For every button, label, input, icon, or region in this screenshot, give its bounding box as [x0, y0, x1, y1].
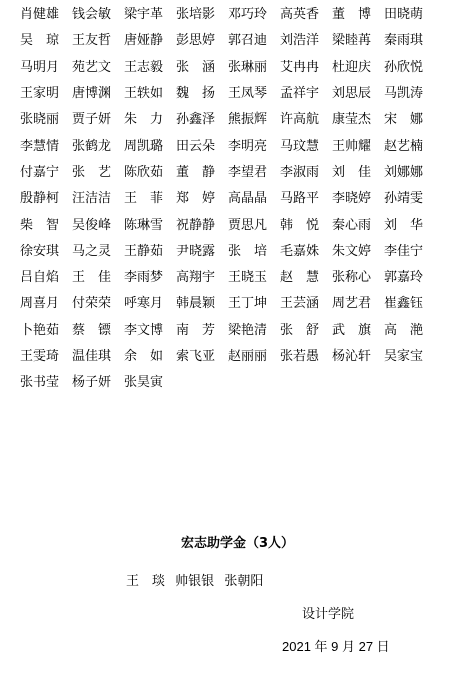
student-name: 唐娅静: [124, 33, 164, 49]
student-name: 周凯璐: [124, 138, 164, 154]
student-name: 郑 婷: [176, 191, 216, 207]
student-name: 高英香: [280, 7, 320, 23]
student-name: 马之灵: [72, 243, 112, 259]
student-name: 陈欣茹: [124, 164, 164, 180]
names-row: [20, 133, 440, 159]
student-name: 张鹤龙: [72, 138, 112, 154]
student-name: 董 静: [176, 164, 216, 180]
student-name: 朱文婷: [332, 243, 372, 259]
student-name: 毛嘉姝: [280, 243, 320, 259]
student-name: 唐博渊: [72, 86, 112, 102]
student-name: 孙靖雯: [384, 191, 424, 207]
names-row: [20, 318, 440, 344]
student-name: 孙鑫泽: [176, 112, 216, 128]
student-name: 李晓婷: [332, 191, 372, 207]
recipient-name: 张朝阳: [224, 574, 264, 589]
student-name: 张琳丽: [228, 59, 268, 75]
student-name: 武 旗: [332, 322, 372, 338]
student-name: 王静茹: [124, 243, 164, 259]
student-name: 马路平: [280, 191, 320, 207]
names-row: [20, 370, 440, 396]
student-name: 王 佳: [72, 270, 112, 286]
student-name: 张若愚: [280, 349, 320, 364]
student-name: 付嘉宁: [20, 164, 60, 180]
recipient-name: 王 琰: [126, 574, 166, 589]
student-name: 梁艳清: [228, 322, 268, 338]
student-name: 贾子妍: [72, 112, 112, 128]
student-name: 王志毅: [124, 59, 164, 75]
student-name: 温佳琪: [72, 349, 112, 364]
student-name: 李慧情: [20, 138, 60, 154]
names-row: [20, 28, 440, 54]
student-name: 赵丽丽: [228, 349, 268, 364]
student-name: 刘浩洋: [280, 33, 320, 49]
student-name: 钱会敏: [72, 7, 112, 23]
student-name: 宋 娜: [384, 112, 424, 128]
student-name: 高 滟: [384, 322, 424, 338]
student-name: 蔡 镖: [72, 322, 112, 338]
student-name: 王轶如: [124, 86, 164, 102]
student-name: 苑艺文: [72, 59, 112, 75]
student-name: 卜艳茹: [20, 322, 60, 338]
student-name: 张 培: [228, 243, 268, 259]
student-name: 吴俊峰: [72, 217, 112, 233]
student-name: 马凯涛: [384, 86, 424, 102]
recipients-list: [126, 570, 269, 589]
student-name: 李文博: [124, 322, 164, 338]
student-name: 张 涵: [176, 59, 216, 75]
student-name: 张称心: [332, 270, 372, 286]
student-name: 李明亮: [228, 138, 268, 154]
student-name: 张书莹: [20, 375, 60, 391]
names-row: [20, 212, 440, 238]
student-name: 张 舒: [280, 322, 320, 338]
student-name: 张培影: [176, 7, 216, 23]
names-grid: [20, 2, 440, 396]
names-row: [20, 239, 440, 265]
student-name: 赵 慧: [280, 270, 320, 286]
student-name: 郭召迪: [228, 33, 268, 49]
student-name: 刘娜娜: [384, 164, 424, 180]
student-name: 高翔宇: [176, 270, 216, 286]
names-row: [20, 291, 440, 317]
student-name: 张昊寅: [124, 375, 164, 391]
names-row: [20, 160, 440, 186]
student-name: 王家明: [20, 86, 60, 102]
student-name: 肖健雄: [20, 7, 60, 23]
student-name: 吴家宝: [384, 349, 424, 364]
student-name: 田晓萌: [384, 7, 424, 23]
student-name: 许高航: [280, 112, 320, 128]
names-row: [20, 344, 440, 370]
names-row: [20, 265, 440, 291]
section-heading: 宏志助学金（3人）: [180, 536, 295, 551]
student-name: 王雯琦: [20, 349, 60, 364]
student-name: 韩晨颖: [176, 296, 216, 312]
student-name: 周喜月: [20, 296, 60, 312]
student-name: 邓巧玲: [228, 7, 268, 23]
student-name: 秦雨琪: [384, 33, 424, 49]
student-name: 王帅耀: [332, 138, 372, 154]
student-name: 南 芳: [176, 322, 216, 338]
student-name: 王丁坤: [228, 296, 268, 312]
student-name: 王芸涵: [280, 296, 320, 312]
student-name: 贾思凡: [228, 217, 268, 233]
organization-name: 设计学院: [302, 607, 355, 622]
student-name: 李雨梦: [124, 270, 164, 286]
student-name: 康莹杰: [332, 112, 372, 128]
student-name: 王凤琴: [228, 86, 268, 102]
student-name: 王晓玉: [228, 270, 268, 286]
student-name: 董 博: [332, 7, 372, 23]
student-name: 汪洁洁: [72, 191, 112, 207]
student-name: 李佳宁: [384, 243, 424, 259]
student-name: 杨子妍: [72, 375, 112, 391]
student-name: 梁睦苒: [332, 33, 372, 49]
student-name: 李淑雨: [280, 164, 320, 180]
names-row: [20, 107, 440, 133]
student-name: 朱 力: [124, 112, 164, 128]
student-name: 魏 扬: [176, 86, 216, 102]
names-row: [20, 2, 440, 28]
recipient-name: 帅银银: [175, 574, 215, 589]
student-name: 张晓丽: [20, 112, 60, 128]
student-name: 余 如: [124, 349, 164, 364]
student-name: 彭思婷: [176, 33, 216, 49]
student-name: 韩 悦: [280, 217, 320, 233]
student-name: 王 菲: [124, 191, 164, 207]
student-name: 马玟慧: [280, 138, 320, 154]
student-name: 索飞亚: [176, 349, 216, 364]
student-name: 李望君: [228, 164, 268, 180]
student-name: 赵艺楠: [384, 138, 424, 154]
student-name: 陈琳雪: [124, 217, 164, 233]
names-row: [20, 81, 440, 107]
student-name: 刘 佳: [332, 164, 372, 180]
student-name: 付荣荣: [72, 296, 112, 312]
student-name: 杜迎庆: [332, 59, 372, 75]
student-name: 艾冉冉: [280, 59, 320, 75]
student-name: 马明月: [20, 59, 60, 75]
document-date: 2021 年 9 月 27 日: [282, 639, 390, 654]
student-name: 刘 华: [384, 217, 424, 233]
student-name: 柴 智: [20, 217, 60, 233]
student-name: 郭嘉玲: [384, 270, 424, 286]
student-name: 张 艺: [72, 164, 112, 180]
student-name: 吴 琼: [20, 33, 60, 49]
names-row: [20, 186, 440, 212]
student-name: 殷静柯: [20, 191, 60, 207]
student-name: 熊振辉: [228, 112, 268, 128]
student-name: 吕自焰: [20, 270, 60, 286]
student-name: 杨沁轩: [332, 349, 372, 364]
student-name: 王友哲: [72, 33, 112, 49]
student-name: 高晶晶: [228, 191, 268, 207]
student-name: 刘思辰: [332, 86, 372, 102]
names-row: [20, 55, 440, 81]
student-name: 孙欣悦: [384, 59, 424, 75]
student-name: 周艺君: [332, 296, 372, 312]
student-name: 徐安琪: [20, 243, 60, 259]
student-name: 秦心雨: [332, 217, 372, 233]
student-name: 孟祥宇: [280, 86, 320, 102]
student-name: 田云朵: [176, 138, 216, 154]
student-name: 尹晓露: [176, 243, 216, 259]
student-name: 崔鑫钰: [384, 296, 424, 312]
student-name: 呼寒月: [124, 296, 164, 312]
student-name: 祝静静: [176, 217, 216, 233]
student-name: 梁宇革: [124, 7, 164, 23]
